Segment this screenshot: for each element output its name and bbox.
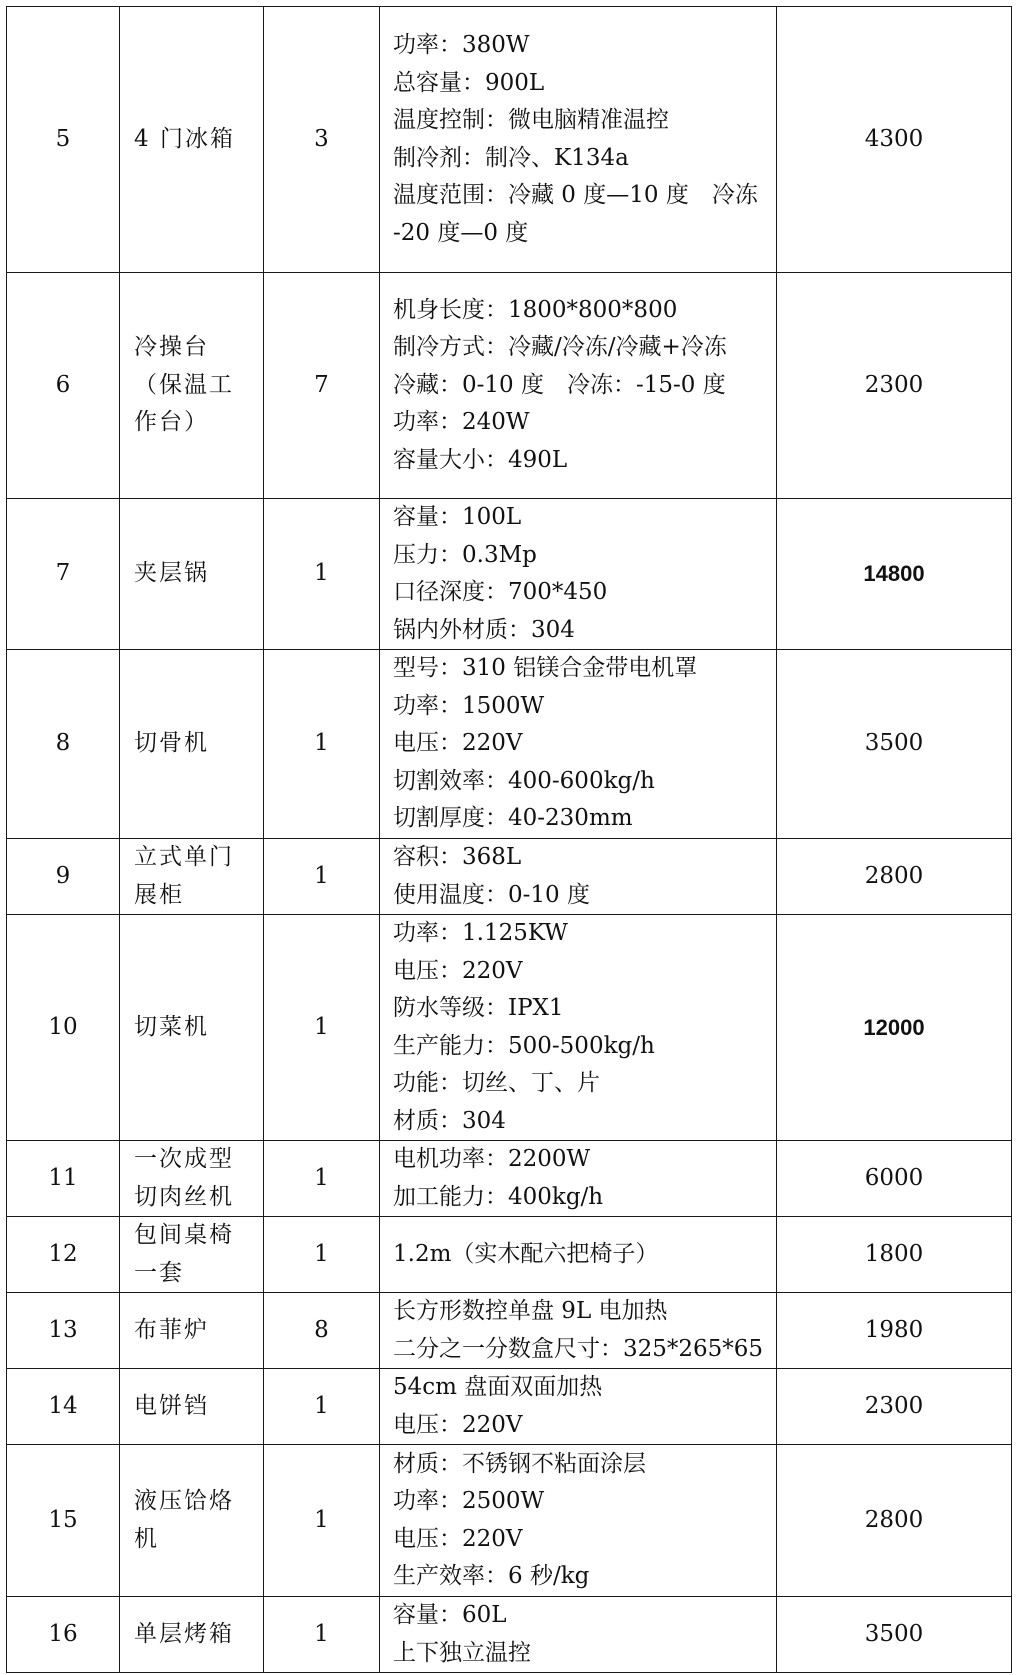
item-name: 包间桌椅一套 — [120, 1217, 264, 1293]
item-specs — [380, 650, 777, 839]
row-number: 13 — [7, 1293, 120, 1369]
spec-line: 功率：240W — [393, 409, 530, 436]
row-number: 15 — [7, 1445, 120, 1597]
item-specs — [380, 499, 777, 650]
spec-line: 功率：2500W — [393, 1488, 545, 1514]
spec-line: 1.2m（实木配六把椅子） — [393, 1240, 659, 1267]
spec-line: 功能：切丝、丁、片 — [393, 1070, 600, 1096]
spec-line: 功率：1.125KW — [393, 920, 568, 946]
item-quantity: 1 — [264, 1597, 380, 1673]
item-quantity: 1 — [264, 650, 380, 839]
item-specs — [380, 7, 777, 273]
table-row — [7, 915, 1012, 1141]
spec-line: 功率：380W — [393, 32, 530, 58]
item-price: 2300 — [777, 273, 1012, 499]
spec-line: 生产效率：6 秒/kg — [393, 1563, 590, 1589]
table-row — [7, 1141, 1012, 1217]
spec-line: 冷藏：0-10 度 冷冻：-15-0 度 — [393, 371, 726, 398]
spec-line: 上下独立温控 — [393, 1639, 531, 1666]
spec-line: 口径深度：700*450 — [393, 579, 608, 605]
table-row — [7, 7, 1012, 273]
spec-line: 电压：220V — [393, 1525, 523, 1552]
item-specs — [380, 1293, 777, 1369]
item-specs — [380, 1369, 777, 1445]
item-specs — [380, 1597, 777, 1673]
equipment-table — [6, 6, 1012, 1673]
spec-line: 电压：220V — [393, 957, 523, 984]
row-number: 8 — [7, 650, 120, 839]
table-row — [7, 1217, 1012, 1293]
row-number: 6 — [7, 273, 120, 499]
spec-line: 电压：220V — [393, 1411, 523, 1438]
item-price: 1800 — [777, 1217, 1012, 1293]
item-specs — [380, 915, 777, 1141]
item-quantity: 1 — [264, 1369, 380, 1445]
spec-line: 电机功率：2200W — [393, 1146, 591, 1172]
spec-line: 机身长度：1800*800*800 — [393, 296, 678, 323]
item-name: 液压饸烙机 — [120, 1445, 264, 1597]
spec-line: 温度范围：冷藏 0 度—10 度 冷冻 -20 度—0 度 — [393, 182, 758, 246]
item-name: 4 门冰箱 — [120, 7, 264, 273]
item-quantity: 1 — [264, 1141, 380, 1217]
table-row — [7, 499, 1012, 650]
item-specs — [380, 1217, 777, 1293]
row-number: 14 — [7, 1369, 120, 1445]
item-price: 2800 — [777, 1445, 1012, 1597]
item-quantity: 1 — [264, 1217, 380, 1293]
row-number: 5 — [7, 7, 120, 273]
spec-line: 制冷方式：冷藏/冷冻/冷藏+冷冻 — [393, 334, 727, 361]
spec-line: 使用温度：0-10 度 — [393, 881, 590, 908]
item-name: 切菜机 — [120, 915, 264, 1141]
table-row — [7, 1369, 1012, 1445]
item-name: 立式单门展柜 — [120, 839, 264, 915]
spec-line: 加工能力：400kg/h — [393, 1183, 604, 1210]
item-quantity: 8 — [264, 1293, 380, 1369]
spec-line: 切割厚度：40-230mm — [393, 805, 633, 832]
spec-line: 容量：60L — [393, 1602, 507, 1628]
item-price: 6000 — [777, 1141, 1012, 1217]
spec-line: 温度控制：微电脑精准温控 — [393, 107, 669, 133]
spec-line: 电压：220V — [393, 730, 523, 757]
item-name: 单层烤箱 — [120, 1597, 264, 1673]
table-row — [7, 1597, 1012, 1673]
spec-line: 功率：1500W — [393, 692, 545, 719]
table-row — [7, 1445, 1012, 1597]
spec-line: 材质：304 — [393, 1107, 506, 1134]
table-row — [7, 273, 1012, 499]
item-price: 3500 — [777, 1597, 1012, 1673]
spec-line: 总容量：900L — [393, 69, 545, 96]
row-number: 9 — [7, 839, 120, 915]
item-name: 切骨机 — [120, 650, 264, 839]
row-number: 7 — [7, 499, 120, 650]
row-number: 11 — [7, 1141, 120, 1217]
spec-line: 材质：不锈钢不粘面涂层 — [393, 1450, 646, 1477]
item-quantity: 1 — [264, 839, 380, 915]
row-number: 10 — [7, 915, 120, 1141]
table-row — [7, 839, 1012, 915]
spec-line: 容积：368L — [393, 844, 522, 870]
item-price: 14800 — [777, 499, 1012, 650]
item-name: 布菲炉 — [120, 1293, 264, 1369]
spec-line: 型号：310 铝镁合金带电机罩 — [393, 655, 698, 682]
item-name: 一次成型切肉丝机 — [120, 1141, 264, 1217]
spec-line: 54cm 盘面双面加热 — [393, 1374, 603, 1400]
table-row — [7, 650, 1012, 839]
spec-line: 防水等级：IPX1 — [393, 995, 564, 1021]
item-price: 1980 — [777, 1293, 1012, 1369]
item-price: 2800 — [777, 839, 1012, 915]
spec-line: 制冷剂：制冷、K134a — [393, 144, 629, 171]
item-quantity: 1 — [264, 499, 380, 650]
spec-line: 压力：0.3Mp — [393, 541, 537, 568]
item-name: 冷操台（保温工作台） — [120, 273, 264, 499]
item-price: 3500 — [777, 650, 1012, 839]
item-specs — [380, 1141, 777, 1217]
item-quantity: 7 — [264, 273, 380, 499]
row-number: 16 — [7, 1597, 120, 1673]
item-quantity: 1 — [264, 1445, 380, 1597]
item-specs — [380, 839, 777, 915]
spec-line: 二分之一分数盒尺寸：325*265*65 — [393, 1335, 764, 1362]
item-price: 12000 — [777, 915, 1012, 1141]
item-price: 2300 — [777, 1369, 1012, 1445]
row-number: 12 — [7, 1217, 120, 1293]
item-quantity: 1 — [264, 915, 380, 1141]
item-specs — [380, 273, 777, 499]
spec-line: 锅内外材质：304 — [393, 616, 575, 643]
spec-line: 容量：100L — [393, 504, 522, 530]
table-row — [7, 1293, 1012, 1369]
spec-line: 生产能力：500-500kg/h — [393, 1032, 655, 1059]
spec-line: 切割效率：400-600kg/h — [393, 767, 655, 794]
item-quantity: 3 — [264, 7, 380, 273]
item-price: 4300 — [777, 7, 1012, 273]
item-specs — [380, 1445, 777, 1597]
item-name: 电饼铛 — [120, 1369, 264, 1445]
item-name: 夹层锅 — [120, 499, 264, 650]
spec-line: 长方形数控单盘 9L 电加热 — [393, 1298, 668, 1324]
spec-line: 容量大小：490L — [393, 446, 568, 473]
